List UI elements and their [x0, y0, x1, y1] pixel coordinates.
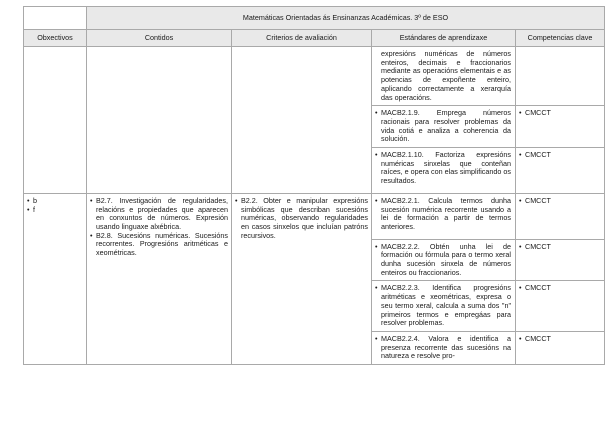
standard-cell — [372, 193, 516, 239]
competence-cell — [516, 148, 605, 194]
competence-text: • CMCCT — [516, 335, 601, 344]
criterion-item: • B2.2. Obter e manipular expresións simbólicas que describan sucesións numéricas, observando regularidades en casos sinxelos que incluían patróns recursivos. — [232, 197, 368, 241]
standard-cell — [372, 331, 516, 364]
objective-item: • b — [24, 197, 83, 206]
corner-cell — [24, 7, 87, 30]
standard-text: • MACB2.1.10. Factoriza expresións numéricas sinxelas que conteñan raíces, e opera con elas simplificando os resultados. — [372, 151, 511, 186]
criteria-cell — [232, 47, 372, 194]
table-row — [24, 193, 605, 239]
standard-text: • MACB2.2.2. Obtén unha lei de formación ou fórmula para o termo xeral dunha sucesión sinxela de números enteiros ou fraccionarios. — [372, 243, 511, 278]
standard-text: expresións numéricas de números enteiros, decimais e fraccionarios mediante as operacións elementais e as potencias de expoñente enteiro, aplicando correctamente a xerarquía das operacións. — [381, 49, 511, 102]
competence-text: • CMCCT — [516, 284, 601, 293]
contents-cell — [87, 47, 232, 194]
curriculum-table — [23, 6, 605, 365]
standard-text: • MACB2.1.9. Emprega números racionais para resolver problemas da vida cotiá e analiza a coherencia da solución. — [372, 109, 511, 144]
standard-cell — [372, 47, 516, 106]
standard-text: • MACB2.2.4. Valora e identifica a presenza recorrente das sucesións na natureza e resolve pro- — [372, 335, 511, 361]
objective-item: • f — [24, 206, 83, 215]
header-competences: Competencias clave — [516, 30, 605, 47]
table-row — [24, 47, 605, 106]
competence-text: • CMCCT — [516, 109, 601, 118]
competence-text: • CMCCT — [516, 197, 601, 206]
standard-cell — [372, 148, 516, 194]
standard-cell — [372, 106, 516, 148]
contents-cell — [87, 193, 232, 364]
criteria-cell — [232, 193, 372, 364]
competence-cell — [516, 239, 605, 281]
standard-cell — [372, 281, 516, 332]
competence-cell — [516, 281, 605, 332]
header-objectives: Obxectivos — [24, 30, 87, 47]
competence-cell — [516, 193, 605, 239]
competence-cell — [516, 331, 605, 364]
header-contents: Contidos — [87, 30, 232, 47]
competence-text: • CMCCT — [516, 151, 601, 160]
objectives-cell — [24, 193, 87, 364]
standard-cell — [372, 239, 516, 281]
header-standards: Estándares de aprendizaxe — [372, 30, 516, 47]
standard-text: • MACB2.2.1. Calcula termos dunha sucesión numérica recorrente usando a lei de formación a partir de termos anteriores. — [372, 197, 511, 232]
content-item: • B2.7. Investigación de regularidades, relacións e propiedades que aparecen en conxuntos de números. Expresión usando linguaxe alxébrica. — [87, 197, 228, 232]
header-criteria: Criterios de avaliación — [232, 30, 372, 47]
competence-cell — [516, 106, 605, 148]
competence-cell — [516, 47, 605, 106]
competence-text: • CMCCT — [516, 243, 601, 252]
standard-text: • MACB2.2.3. Identifica progresións aritméticas e xeométricas, expresa o seu termo xeral, calcula a suma dos "n" primeiros termos e empregáas para resolver problemas. — [372, 284, 511, 328]
table-title: Matemáticas Orientadas ás Ensinanzas Académicas. 3º de ESO — [87, 7, 605, 30]
content-item: • B2.8. Sucesións numéricas. Sucesións recorrentes. Progresións aritméticas e xeométricas. — [87, 232, 228, 258]
objectives-cell — [24, 47, 87, 194]
